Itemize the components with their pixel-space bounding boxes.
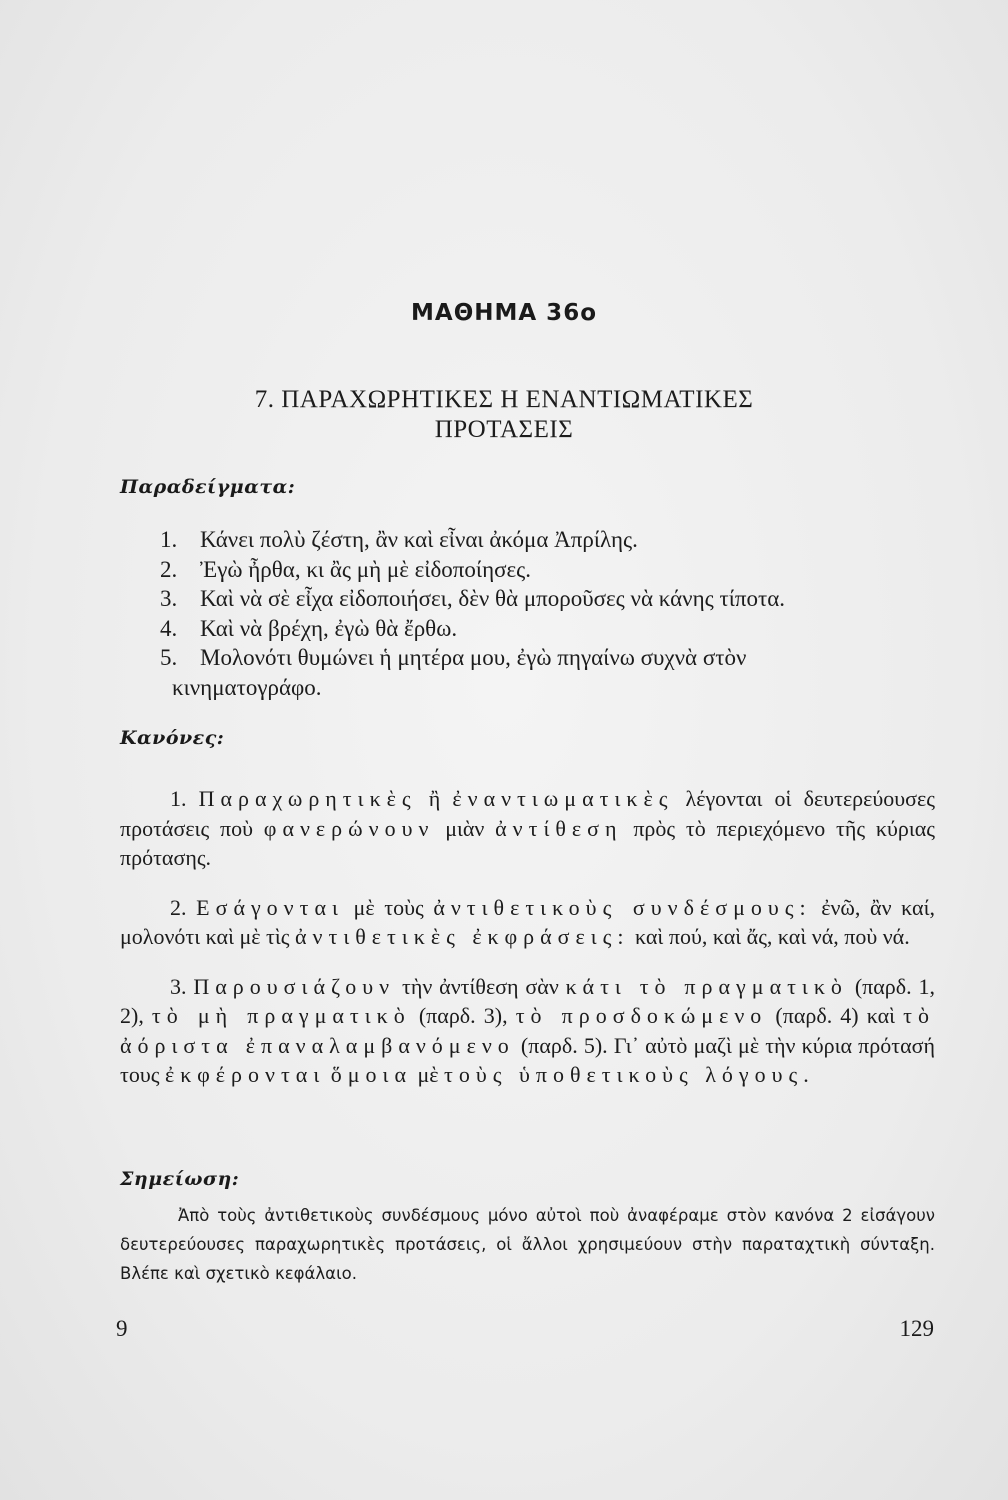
spaced-term: Παραχωρητικὲς <box>198 786 417 811</box>
examples-list <box>160 525 940 702</box>
rules-body <box>120 784 935 1090</box>
rule-text: μὲ <box>411 1062 445 1087</box>
rule-3 <box>120 972 935 1090</box>
example-item <box>160 525 940 555</box>
rule-text: (παρδ. 3), <box>410 1003 516 1028</box>
spaced-term: φανερώνουν <box>263 815 435 841</box>
rule-text: μιὰν <box>434 815 496 841</box>
section-title-line-1: 7. ΠΑΡΑΧΩΡΗΤΙΚΕΣ Η ΕΝΑΝΤΙΩΜΑΤΙΚΕΣ <box>254 386 754 413</box>
rules-label: Κανόνες: <box>120 727 225 749</box>
examples-label: Παραδείγματα: <box>120 476 296 498</box>
lesson-title: ΜΑΘΗΜΑ 36ο <box>411 300 597 326</box>
rule-text: (παρδ. 1, 2), <box>120 973 936 1028</box>
rule-text: ἢ <box>416 786 453 811</box>
example-text: Μολονότι θυμώνει ἡ μητέρα μου, ἐγὼ πηγαίνω συχνὰ στὸν <box>200 645 747 670</box>
spaced-term: Παρουσιάζουν <box>193 973 396 999</box>
example-number: 5. <box>160 645 178 670</box>
spaced-term: κάτι τὸ πραγματικὸ <box>565 973 848 999</box>
spaced-term: ὅμοια <box>330 1062 412 1087</box>
example-text: Καὶ νὰ βρέχη, ἐγὼ θὰ ἔρθω. <box>200 615 458 641</box>
rule-text: πρὸς τὸ περιεχόμενο τῆς κύριας πρότασης. <box>120 815 935 870</box>
example-number: 2. <box>160 556 178 582</box>
rule-text: μὲ τοὺς <box>343 894 434 920</box>
example-item <box>160 643 940 702</box>
rule-number: 1. <box>170 786 187 811</box>
section-title <box>0 385 1008 445</box>
note-text: Ἀπὸ τοὺς ἀντιθετικοὺς συνδέσμους μόνο αὐτοὶ ποὺ ἀναφέραμε στὸν κανόνα 2 εἰσάγουν δευτερεύουσες παραχωρητικὲς προτάσεις, οἱ ἄλλοι χρησιμεύουν στὴν παραταχτικὴ σύνταξη. Βλέπε καὶ σχετικὸ κεφάλαιο. <box>120 1206 935 1283</box>
example-number: 3. <box>160 586 178 611</box>
spaced-term: ἀντίθεση <box>495 815 623 841</box>
spaced-term: Εσάγονται <box>196 894 344 920</box>
spaced-term: τὸ ἀόριστα ἐπαναλαμβανόμενο <box>120 1003 935 1058</box>
spaced-term: τὸ προσδοκώμενο <box>515 1003 768 1028</box>
example-text-continued: κινηματογράφο. <box>172 674 322 700</box>
rule-text: τὴν ἀντίθεση σὰν <box>395 973 566 999</box>
printer-signature: 9 <box>116 1316 128 1341</box>
example-item <box>160 555 940 585</box>
spaced-term: ἀντιθετικὲς ἐκφράσεις: <box>295 924 630 949</box>
example-number: 1. <box>160 527 178 552</box>
rule-text: (παρδ. 5). Γι᾽ αὐτὸ μαζὶ μὲ τὴν κύρια πρότασή τους <box>120 1032 935 1087</box>
spaced-term: ἀντιθετικοὺς συνδέσμους: <box>433 894 812 920</box>
spaced-term: ἐναντιωματικὲς <box>452 786 674 811</box>
example-text: Καὶ νὰ σὲ εἶχα εἰδοποιήσει, δὲν θὰ μποροῦσες νὰ κάνης τίποτα. <box>200 586 786 611</box>
example-item <box>160 584 940 614</box>
example-text: Κάνει πολὺ ζέστη, ἂν καὶ εἶναι ἀκόμα Ἀπρίλης. <box>200 527 638 552</box>
rule-text: ἐνῶ, ἂν καί, μολονότι καὶ μὲ τὶς <box>120 894 935 949</box>
spaced-term: τοὺς ὑποθετικοὺς λόγους. <box>444 1062 815 1087</box>
rule-2 <box>120 893 935 952</box>
example-number: 4. <box>160 615 178 641</box>
page-number: 129 <box>899 1316 934 1341</box>
rule-text: καὶ πού, καὶ ἄς, καὶ νά, ποὺ νά. <box>629 924 910 949</box>
note-label: Σημείωση: <box>120 1168 240 1190</box>
spaced-term: ἐκφέρονται <box>164 1062 326 1087</box>
section-title-line-2: ΠΡΟΤΑΣΕΙΣ <box>434 416 574 443</box>
rule-text: λέγονται οἱ δευτερεύουσες προτάσεις ποὺ <box>120 786 935 841</box>
rule-1 <box>120 784 935 873</box>
rule-text: (παρδ. 4) καὶ <box>767 1003 904 1028</box>
rule-number: 2. <box>170 894 187 920</box>
spaced-term: τὸ μὴ πραγματικὸ <box>151 1003 411 1028</box>
rule-number: 3. <box>170 973 187 999</box>
example-text: Ἐγὼ ἦρθα, κι ἂς μὴ μὲ εἰδοποίησες. <box>200 556 532 582</box>
example-item <box>160 614 940 644</box>
